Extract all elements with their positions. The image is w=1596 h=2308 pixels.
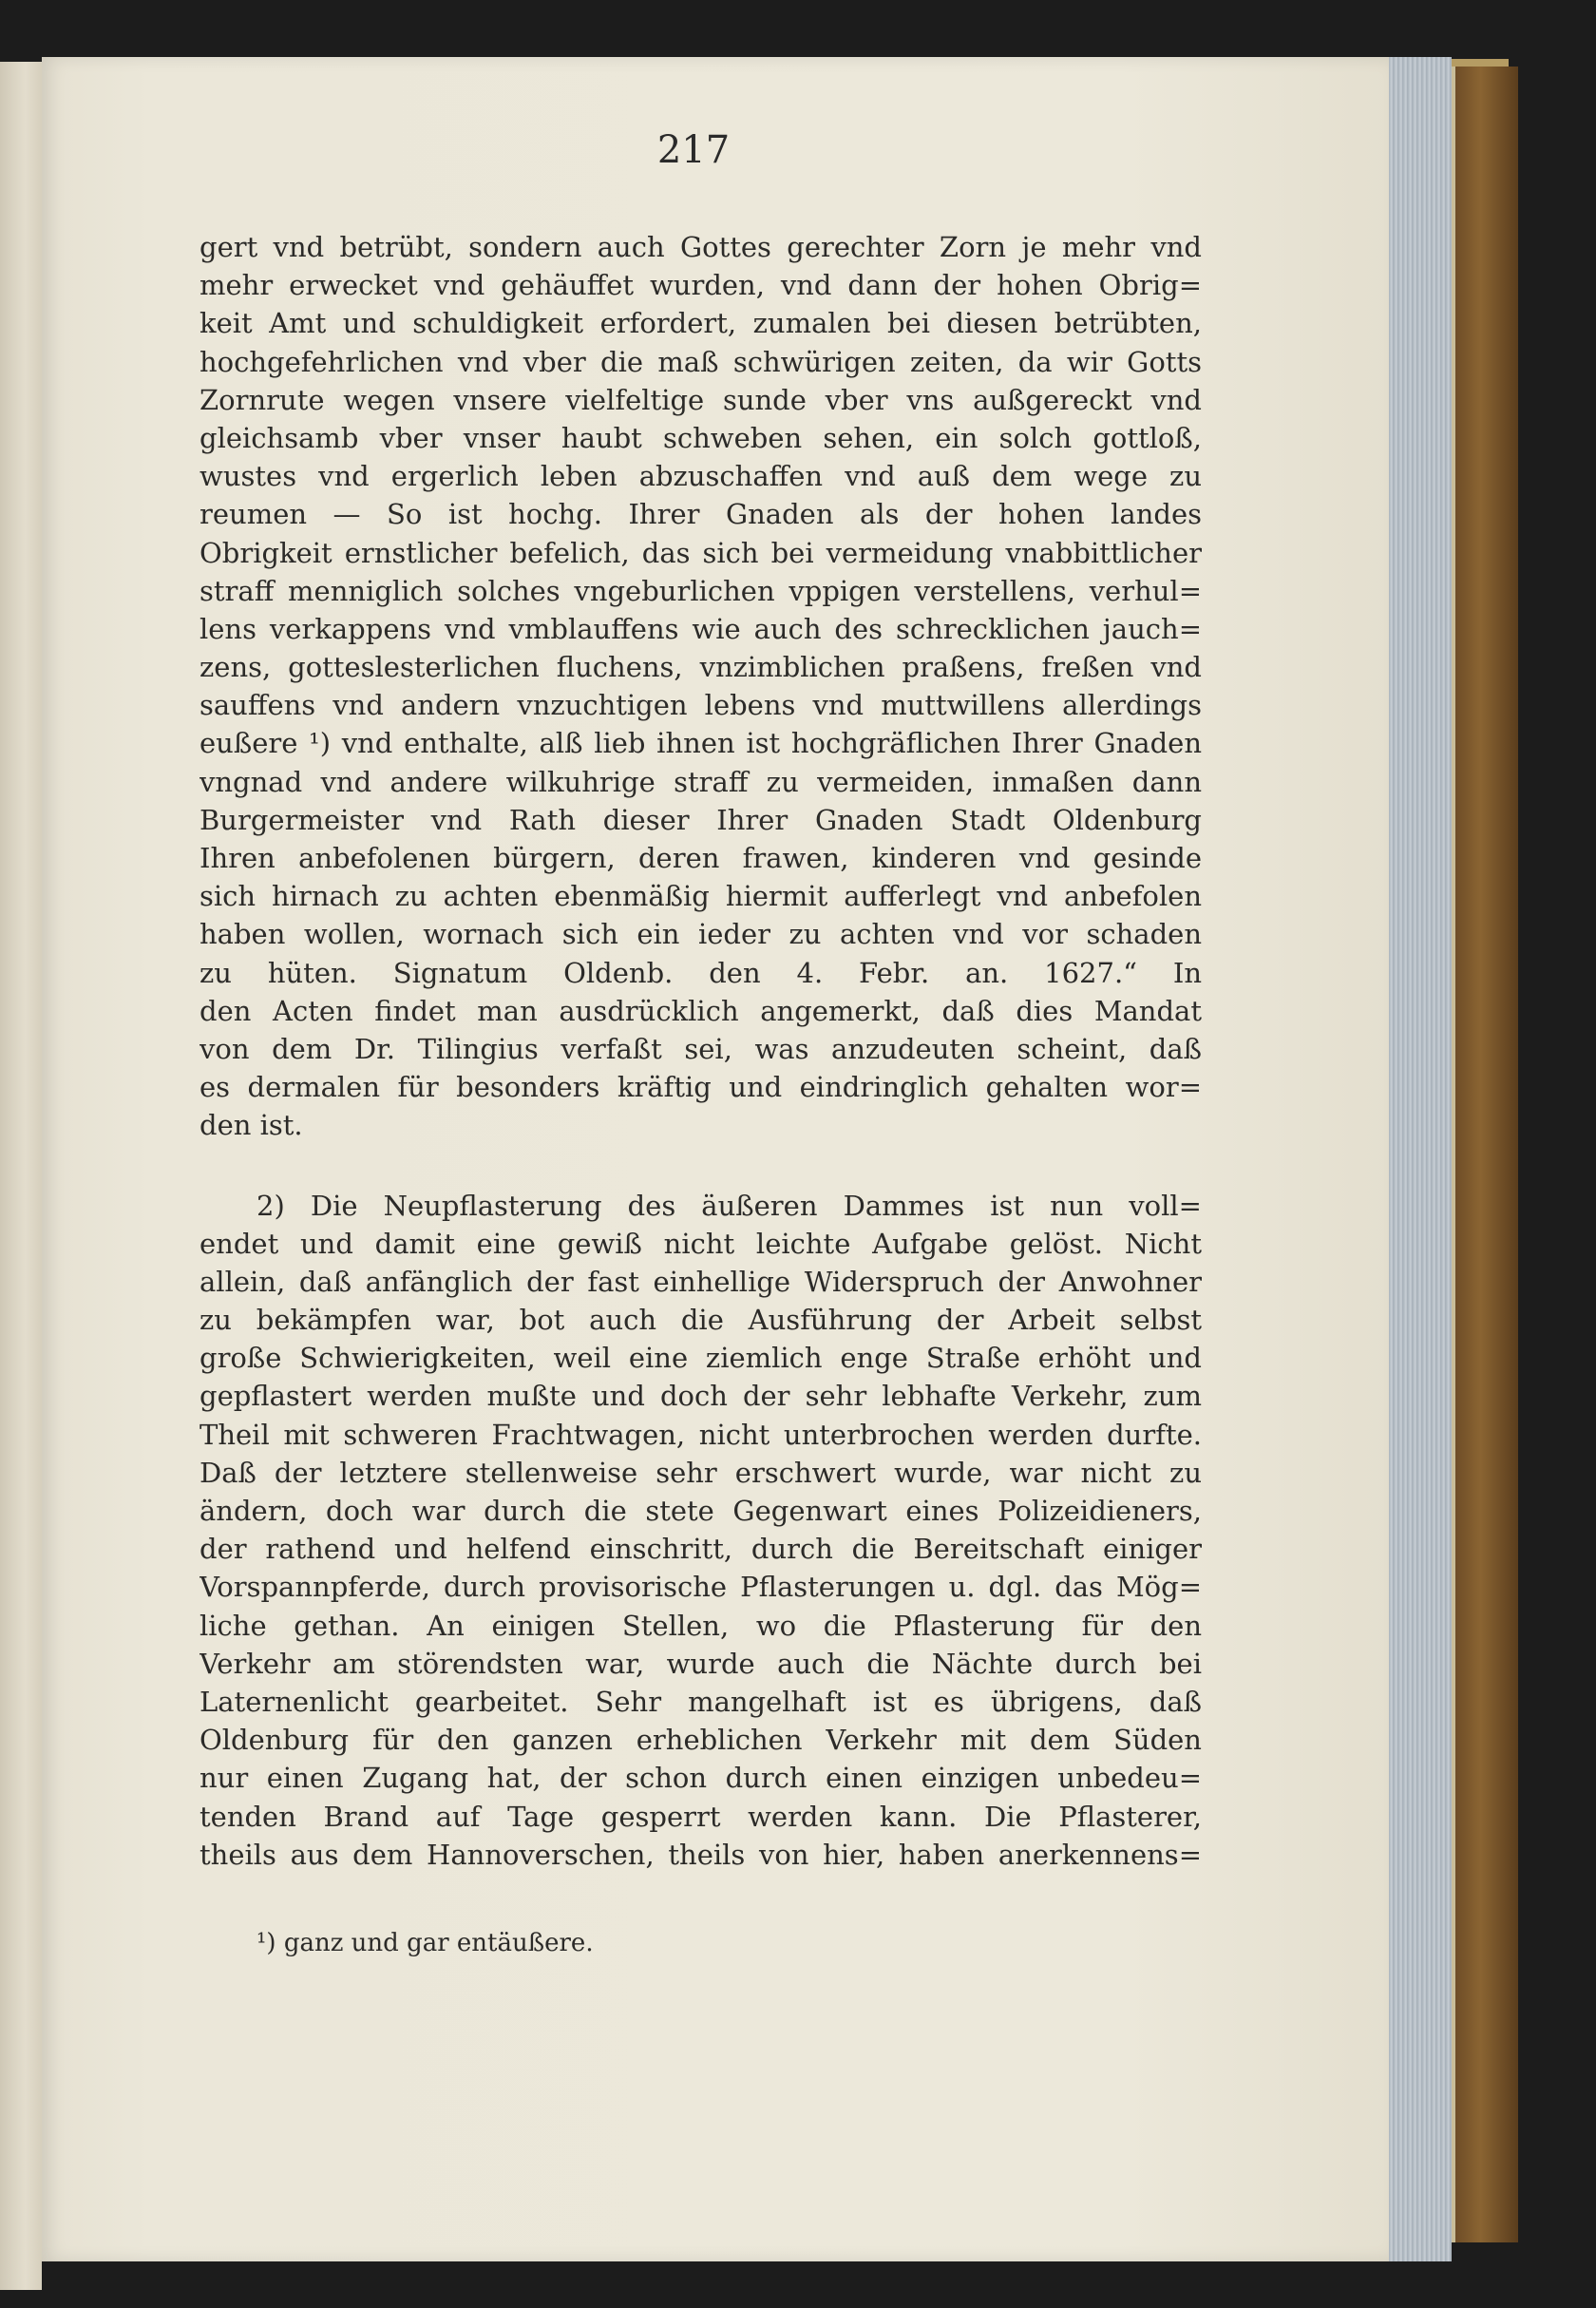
text-line: Daß der letztere stellenweise sehr erschwert wurde, war nicht zu xyxy=(200,1456,1202,1489)
text-line: gleichsamb vber vnser haubt schweben sehen, ein solch gottloß, xyxy=(200,421,1202,454)
text-line: Oldenburg für den ganzen erheblichen Verkehr mit dem Süden xyxy=(200,1724,1202,1757)
page-edges xyxy=(1389,57,1452,2261)
text-line: von dem Dr. Tilingius verfaßt sei, was anzudeuten scheint, daß xyxy=(200,1032,1202,1065)
book-cover xyxy=(1452,67,1518,2242)
text-line: haben wollen, wornach sich ein ieder zu achten vnd vor schaden xyxy=(200,918,1202,951)
text-line: Burgermeister vnd Rath dieser Ihrer Gnaden Stadt Oldenburg xyxy=(200,803,1202,836)
text-line: tenden Brand auf Tage gesperrt werden kann. Die Pflasterer, xyxy=(200,1800,1202,1833)
text-line: zu hüten. Signatum Oldenb. den 4. Febr. an. 1627.“ In xyxy=(200,956,1202,989)
text-line: Zornrute wegen vnsere vielfeltige sunde vber vns außgereckt vnd xyxy=(200,383,1202,416)
body-text xyxy=(200,228,1202,1874)
text-line: 2) Die Neupflasterung des äußeren Dammes ist nun voll= xyxy=(256,1189,1202,1222)
text-line: sich hirnach zu achten ebenmäßig hiermit aufferlegt vnd anbefolen xyxy=(200,880,1202,913)
text-line: der rathend und helfend einschritt, durch die Bereitschaft einiger xyxy=(200,1533,1202,1566)
text-line: theils aus dem Hannoverschen, theils von hier, haben anerkennens= xyxy=(200,1838,1202,1871)
text-line: ändern, doch war durch die stete Gegenwart eines Polizeidieners, xyxy=(200,1495,1202,1527)
left-page-edge xyxy=(0,62,42,2290)
text-line: endet und damit eine gewiß nicht leichte Aufgabe gelöst. Nicht xyxy=(200,1227,1202,1260)
text-line: gert vnd betrübt, sondern auch Gottes gerechter Zorn je mehr vnd xyxy=(200,231,1202,263)
text-line: Laternenlicht gearbeitet. Sehr mangelhaft ist es übrigens, daß xyxy=(200,1685,1202,1718)
text-line: Ihren anbefolenen bürgern, deren frawen, kinderen vnd gesinde xyxy=(200,842,1202,874)
text-line: liche gethan. An einigen Stellen, wo die Pflasterung für den xyxy=(200,1609,1202,1642)
page-number: 217 xyxy=(656,128,731,172)
text-line: große Schwierigkeiten, weil eine ziemlich enge Straße erhöht und xyxy=(200,1342,1202,1375)
text-line: Theil mit schweren Frachtwagen, nicht unterbrochen werden durfte. xyxy=(200,1418,1202,1451)
text-line: sauffens vnd andern vnzuchtigen lebens vnd muttwillens allerdings xyxy=(200,689,1202,722)
text-line: allein, daß anfänglich der fast einhellige Widerspruch der Anwohner xyxy=(200,1265,1202,1298)
paragraph-1 xyxy=(200,228,1202,1145)
text-line: wustes vnd ergerlich leben abzuschaffen vnd auß dem wege zu xyxy=(200,460,1202,493)
text-line: Vorspannpferde, durch provisorische Pflasterungen u. dgl. das Mög= xyxy=(200,1571,1202,1604)
text-line: lens verkappens vnd vmblauffens wie auch des schrecklichen jauch= xyxy=(200,612,1202,645)
text-line: eußere ¹) vnd enthalte, alß lieb ihnen ist hochgräflichen Ihrer Gnaden xyxy=(200,727,1202,760)
text-line: mehr erwecket vnd gehäuffet wurden, vnd dann der hohen Obrig= xyxy=(200,269,1202,302)
text-line: zu bekämpfen war, bot auch die Ausführung der Arbeit selbst xyxy=(200,1304,1202,1337)
text-line: zens, gotteslesterlichen fluchens, vnzimblichen praßens, freßen vnd xyxy=(200,651,1202,684)
text-line: nur einen Zugang hat, der schon durch einen einzigen unbedeu= xyxy=(200,1762,1202,1795)
text-line: es dermalen für besonders kräftig und eindringlich gehalten wor= xyxy=(200,1071,1202,1104)
text-line: reumen — So ist hochg. Ihrer Gnaden als der hohen landes xyxy=(200,498,1202,531)
text-line: hochgefehrlichen vnd vber die maß schwürigen zeiten, da wir Gotts xyxy=(200,345,1202,378)
text-line: den Acten findet man ausdrücklich angemerkt, daß dies Mandat xyxy=(200,994,1202,1027)
text-line: Verkehr am störendsten war, wurde auch die Nächte durch bei xyxy=(200,1647,1202,1680)
footnote: ¹) ganz und gar entäußere. xyxy=(256,1929,594,1957)
text-line: Obrigkeit ernstlicher befelich, das sich bei vermeidung vnabbittlicher xyxy=(200,536,1202,569)
text-line: vngnad vnd andere wilkuhrige straff zu vermeiden, inmaßen dann xyxy=(200,765,1202,798)
text-line: keit Amt und schuldigkeit erfordert, zumalen bei diesen betrübten, xyxy=(200,307,1202,340)
text-line: gepflastert werden mußte und doch der sehr lebhafte Verkehr, zum xyxy=(200,1380,1202,1413)
paragraph-2 xyxy=(200,1187,1202,1874)
text-line: den ist. xyxy=(200,1109,303,1142)
text-line: straff menniglich solches vngeburlichen vppigen verstellens, verhul= xyxy=(200,574,1202,607)
paragraph-gap xyxy=(200,1145,1202,1187)
